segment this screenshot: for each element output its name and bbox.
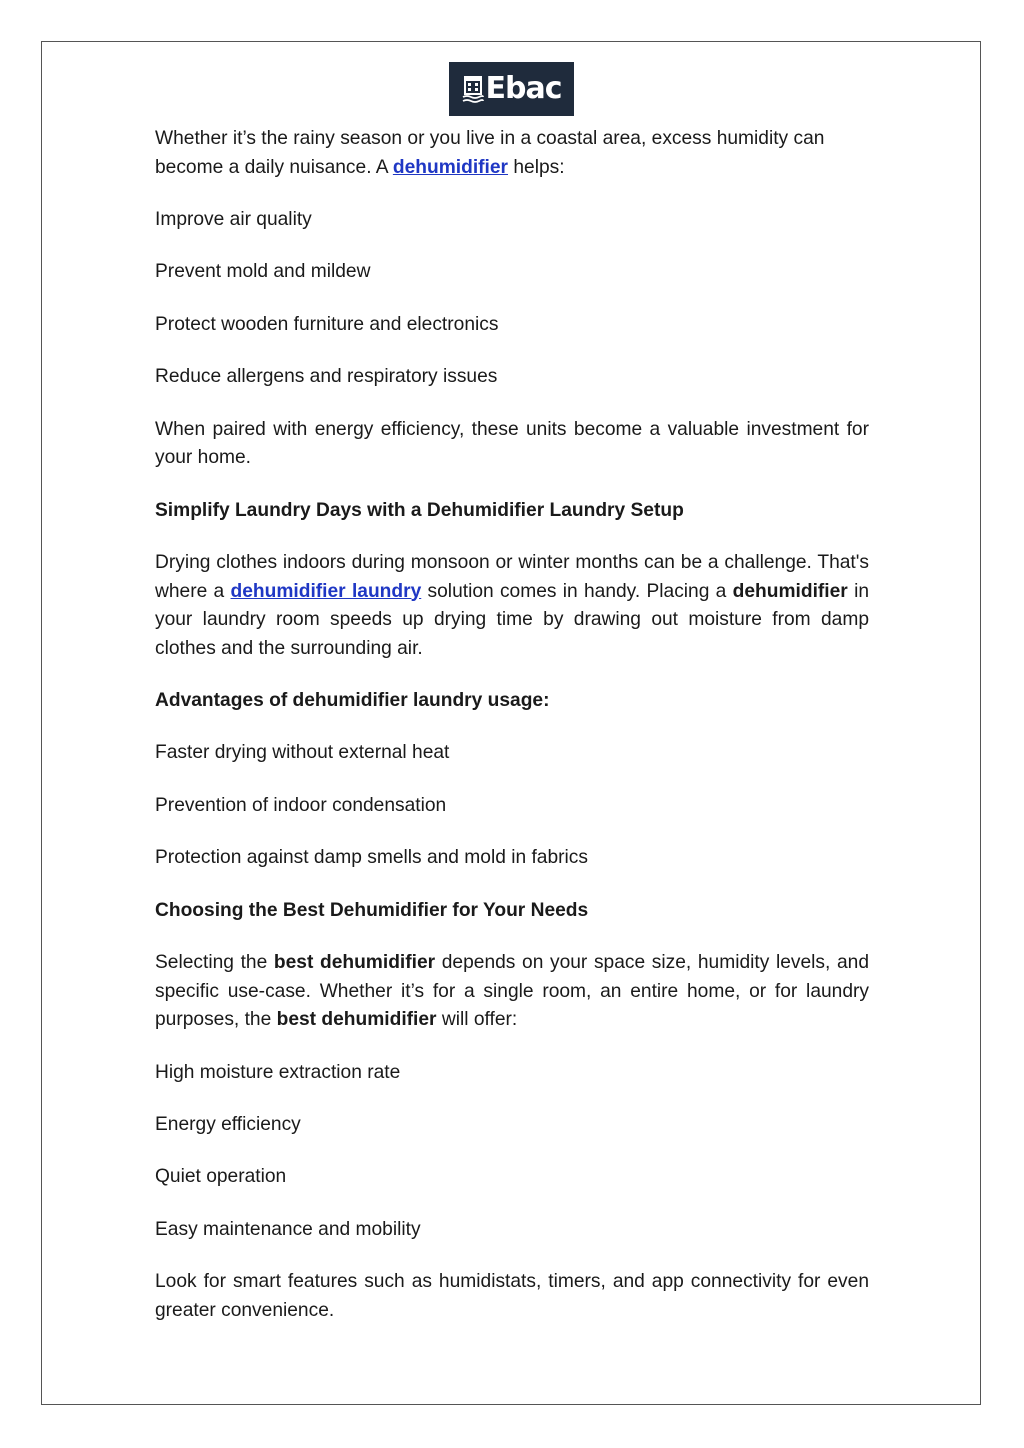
advantage-item: Protection against damp smells and mold in fabrics [155,847,588,869]
laundry-paragraph [155,549,869,663]
dehumidifier-laundry-link[interactable]: dehumidifier laundry [230,580,422,602]
benefit-item: Improve air quality [155,208,312,230]
laundry-bold-term: dehumidifier [732,580,848,602]
laundry-heading: Simplify Laundry Days with a Dehumidifier Laundry Setup [155,499,684,521]
feature-item: Easy maintenance and mobility [155,1218,421,1240]
energy-note: When paired with energy efficiency, these units become a valuable investment for your home. [155,418,869,469]
closing-paragraph: Look for smart features such as humidistats, timers, and app connectivity for even greater convenience. [155,1271,869,1321]
choosing-text: will offer: [436,1009,518,1031]
choosing-text: depends on your space size, humidity levels, and specific use-case. Whether it’s for a single room, an entire home, or for laundry purposes, the [155,952,870,1031]
laundry-text: Drying clothes indoors during monsoon or winter months can be a challenge. That's where a [155,551,869,602]
choosing-bold-term: best dehumidifier [276,1009,437,1031]
choosing-heading: Choosing the Best Dehumidifier for Your Needs [155,899,589,921]
feature-item: High moisture extraction rate [155,1061,401,1083]
advantages-heading: Advantages of dehumidifier laundry usage: [155,690,550,712]
choosing-paragraph [155,949,869,1035]
laundry-text: solution comes in handy. Placing a [421,580,733,602]
benefit-item: Protect wooden furniture and electronics [155,313,499,335]
article-body [155,125,869,1349]
choosing-bold-term: best dehumidifier [273,952,436,974]
benefit-item: Prevent mold and mildew [155,261,371,283]
laundry-text: in your laundry room speeds up drying time by drawing out moisture from damp clothes and the surrounding air. [155,580,870,659]
advantage-item: Faster drying without external heat [155,742,450,764]
advantage-item: Prevention of indoor condensation [155,794,447,816]
feature-item: Energy efficiency [155,1114,301,1136]
building-waves-icon [462,75,484,103]
benefit-item: Reduce allergens and respiratory issues [155,366,498,388]
intro-text-end: helps: [508,156,565,178]
choosing-text: Selecting the [155,952,274,974]
intro-paragraph [155,125,869,182]
ebac-logo [449,62,574,116]
feature-item: Quiet operation [155,1166,287,1188]
intro-text: Whether it’s the rainy season or you live in a coastal area, excess humidity can become a daily nuisance. A [155,128,825,178]
logo-text: Ebac [485,71,562,106]
dehumidifier-link[interactable]: dehumidifier [392,156,509,178]
